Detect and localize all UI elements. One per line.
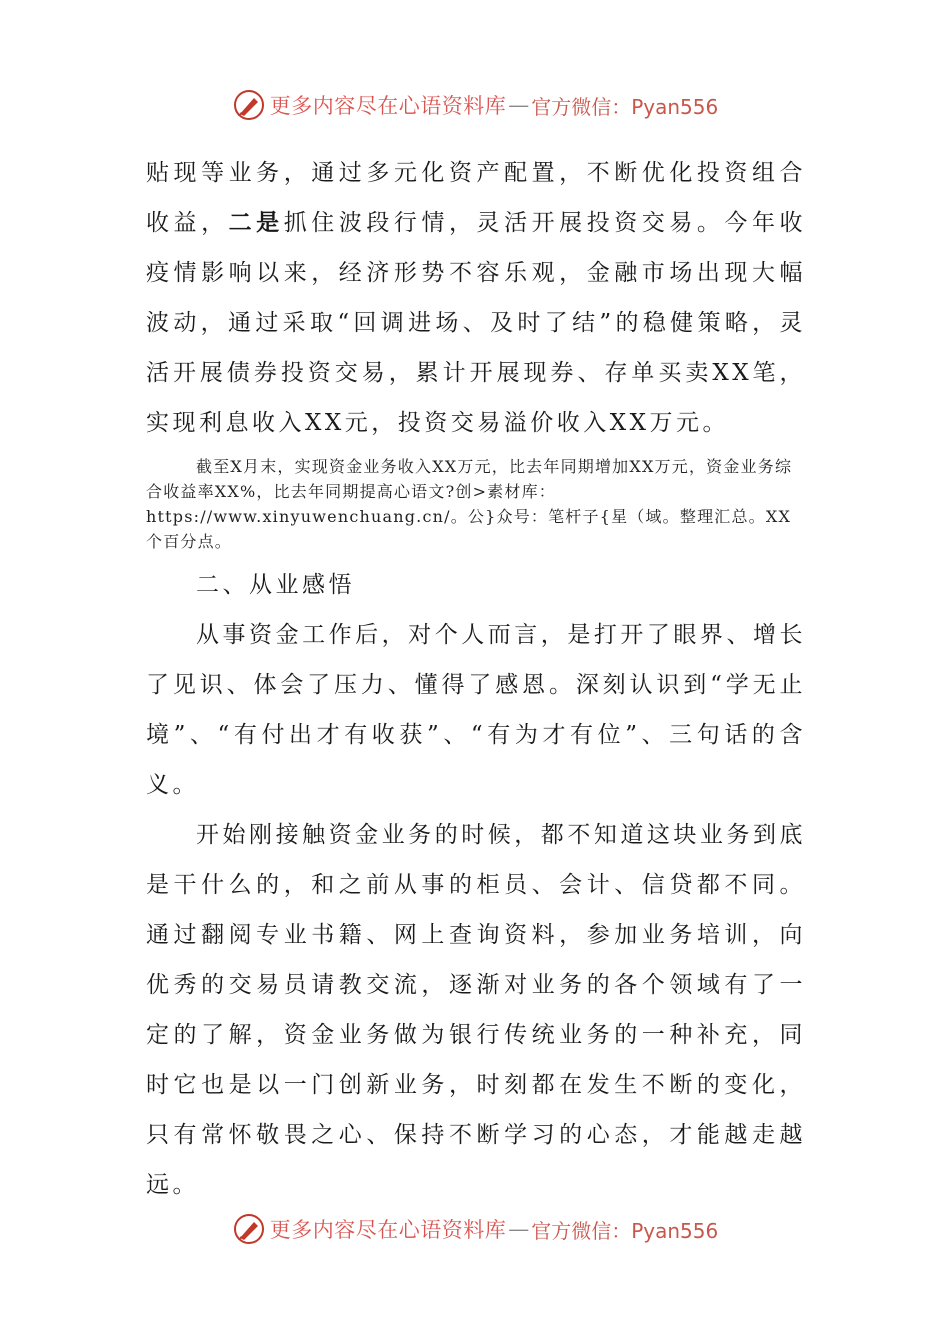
section-heading: 二、从业感悟 — [196, 572, 355, 598]
paragraph-insight: 从事资金工作后，对个人而言，是打开了眼界、增长了见识、体会了压力、懂得了感恩。深刻认识到“学无止境”、“有付出才有收获”、“有为才有位”、三句话的含义。 — [146, 622, 806, 798]
banner-wechat: 官方微信：Pyan556 — [531, 94, 719, 119]
banner-title: 更多内容尽在心语资料库 — [269, 1218, 507, 1242]
pen-nib-icon — [232, 88, 266, 122]
paragraph-small-note: 截至X月末，实现资金业务收入XX万元，比去年同期增加XX万元，资金业务综合收益率XX%，比去年同期提高心语文?创>素材库：https://www.xinyuwenchuang.cn/。公}众号：笔杆子{星（域。整理汇总。XX个百分点。 — [146, 457, 793, 551]
paragraph-text: 抓住波段行情，灵活开展投资交易。今年收疫情影响以来，经济形势不容乐观，金融市场出现大幅波动，通过采取“回调进场、及时了结”的稳健策略，灵活开展债券投资交易，累计开展现券、存单买卖XX笔，实现利息收入XX元，投资交易溢价收入XX万元。 — [146, 210, 807, 436]
paragraph-learning: 开始刚接触资金业务的时候，都不知道这块业务到底是干什么的，和之前从事的柜员、会计、信贷都不同。通过翻阅专业书籍、网上查询资料，参加业务培训，向优秀的交易员请教交流，逐渐对业务的各个领域有了一定的了解，资金业务做为银行传统业务的一种补充，同时它也是以一门创新业务，时刻都在发生不断的变化，只有常怀敬畏之心、保持不断学习的心态，才能越走越远。 — [146, 822, 806, 1198]
banner-dash: — — [508, 93, 530, 117]
pen-nib-icon — [232, 1212, 266, 1246]
document-body — [146, 148, 806, 1210]
banner-dash: — — [508, 1217, 530, 1241]
banner-title: 更多内容尽在心语资料库 — [269, 94, 507, 118]
bold-marker: 二是 — [228, 209, 284, 236]
paragraph-investment — [146, 148, 806, 448]
footer-banner — [0, 1204, 950, 1254]
paragraph-text: 贴现等业务，通过多元化资产配置，不断优化投资组合收益， — [146, 160, 806, 236]
header-banner — [0, 80, 950, 130]
banner-wechat: 官方微信：Pyan556 — [531, 1218, 719, 1243]
